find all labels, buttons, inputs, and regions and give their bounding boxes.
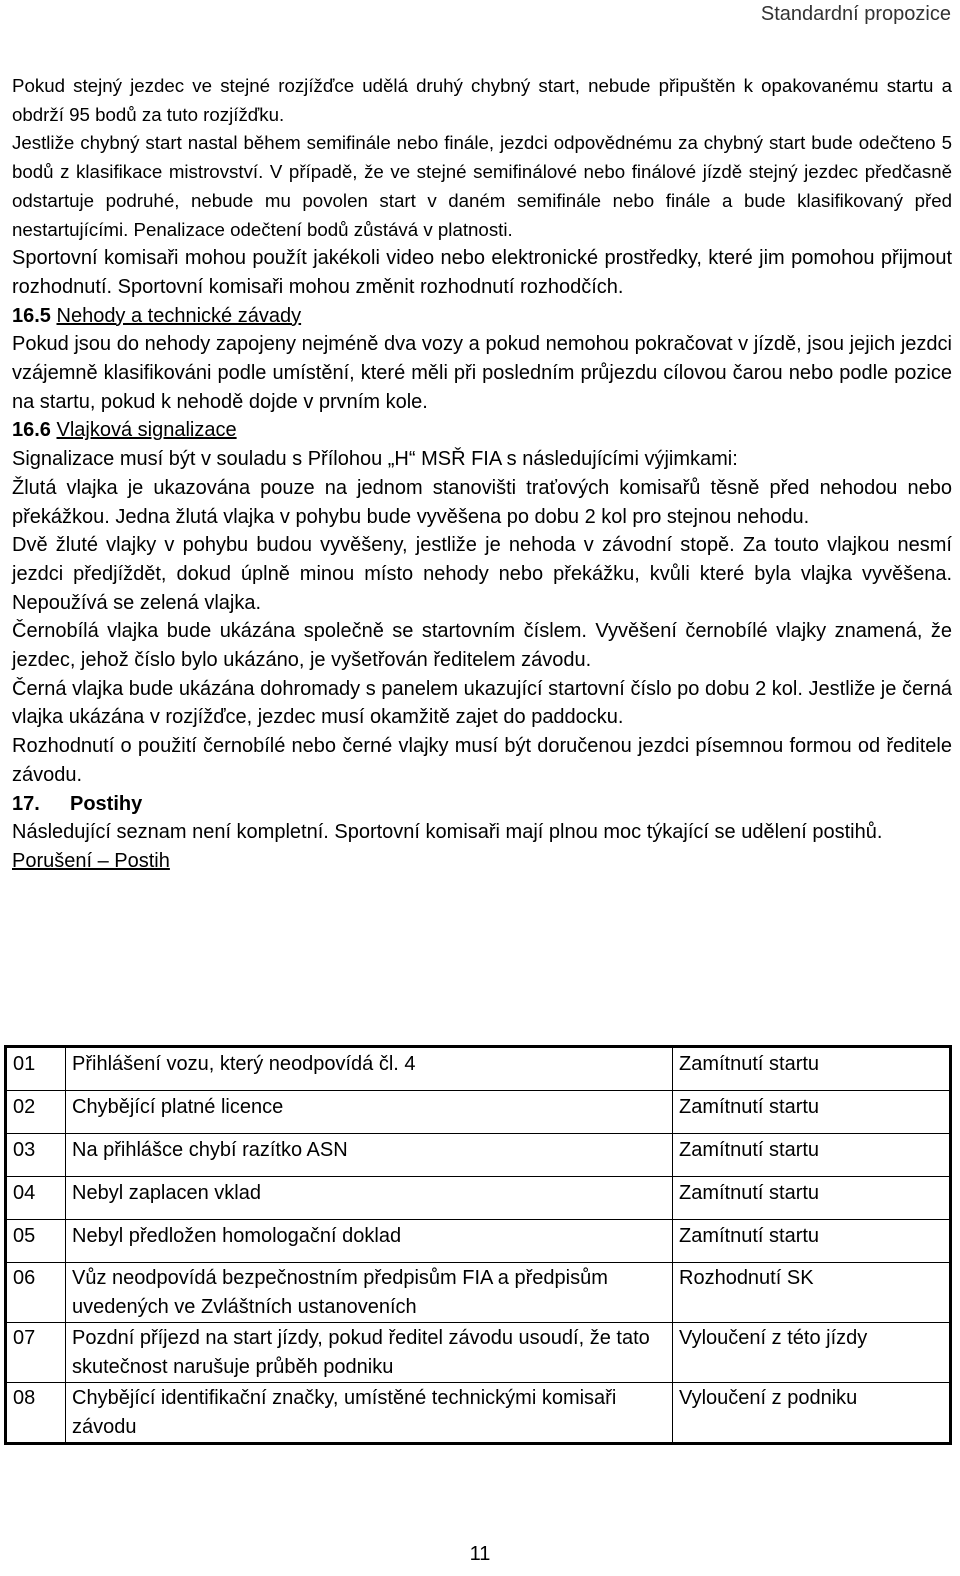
row-penalty: Vyloučení z této jízdy [673, 1323, 951, 1383]
row-violation: Na přihlášce chybí razítko ASN [66, 1134, 673, 1177]
section-title: Nehody a technické závady [56, 304, 302, 327]
row-violation: Chybějící identifikační značky, umístěné technickými komisaři závodu [66, 1383, 673, 1444]
paragraph: Černá vlajka bude ukázána dohromady s panelem ukazující startovní číslo po dobu 2 kol. Jestliže je černá vlajka ukázána v rozjížďce, jezdec musí okamžitě zajet do paddocku. [12, 677, 952, 729]
row-number: 05 [6, 1220, 66, 1263]
table-caption: Porušení – Postih [12, 849, 170, 872]
row-penalty: Zamítnutí startu [673, 1091, 951, 1134]
paragraph: Následující seznam není kompletní. Sportovní komisaři mají plnou moc týkající se udělení postihů. [12, 821, 883, 844]
row-number: 02 [6, 1091, 66, 1134]
row-violation: Pozdní příjezd na start jízdy, pokud ředitel závodu usoudí, že tato skutečnost narušuje průběh podniku [66, 1323, 673, 1383]
page-header: Standardní propozice [760, 3, 951, 25]
row-penalty: Zamítnutí startu [673, 1047, 951, 1091]
table-row [6, 1091, 951, 1134]
paragraph: Dvě žluté vlajky v pohybu budou vyvěšeny, jestliže je nehoda v závodní stopě. Za touto vlajkou nesmí jezdci předjíždět, dokud úplně minou místo nehody nebo překážku, kvůli které byla vlajka vyvěšena. Nepoužívá se zelená vlajka. [12, 534, 952, 614]
row-number: 08 [6, 1383, 66, 1444]
row-violation: Nebyl zaplacen vklad [66, 1177, 673, 1220]
document-body [12, 72, 952, 876]
table-row [6, 1323, 951, 1383]
paragraph: Pokud jsou do nehody zapojeny nejméně dva vozy a pokud nemohou pokračovat v jízdě, jsou jejich jezdci vzájemně klasifikováni podle umístění, které měli při posledním průjezdu cílovou čarou nebo podle pozice na startu, pokud k nehodě dojde v prvním kole. [12, 333, 952, 413]
paragraph: Rozhodnutí o použití černobílé nebo černé vlajky musí být doručenou jezdci písemnou formou od ředitele závodu. [12, 735, 952, 786]
section-number: 16.6 [12, 419, 51, 442]
row-number: 03 [6, 1134, 66, 1177]
table-row [6, 1263, 951, 1323]
table-row [6, 1383, 951, 1444]
section-title: Postihy [70, 792, 143, 815]
paragraph: Žlutá vlajka je ukazována pouze na jednom stanovišti traťových komisařů těsně před nehodou nebo překážkou. Jedna žlutá vlajka v pohybu bude vyvěšena po dobu 2 kol pro stejnou nehodu. [12, 476, 952, 528]
paragraph: Sportovní komisaři mohou použít jakékoli video nebo elektronické prostředky, které jim pomohou přijmout rozhodnutí. Sportovní komisaři mohou změnit rozhodnutí rozhodčích. [12, 247, 952, 298]
section-heading-17 [12, 790, 952, 819]
row-number: 06 [6, 1263, 66, 1323]
row-violation: Přihlášení vozu, který neodpovídá čl. 4 [66, 1047, 673, 1091]
row-penalty: Zamítnutí startu [673, 1220, 951, 1263]
section-number: 16.5 [12, 304, 51, 327]
row-penalty: Rozhodnutí SK [673, 1263, 951, 1323]
table-row [6, 1134, 951, 1177]
section-number: 17. [12, 792, 40, 815]
row-penalty: Zamítnutí startu [673, 1177, 951, 1220]
row-penalty: Zamítnutí startu [673, 1134, 951, 1177]
table-row [6, 1047, 951, 1091]
row-violation: Vůz neodpovídá bezpečnostním předpisům FIA a předpisům uvedených ve Zvláštních ustanoveních [66, 1263, 673, 1323]
row-violation: Chybějící platné licence [66, 1091, 673, 1134]
row-number: 01 [6, 1047, 66, 1091]
section-title: Vlajková signalizace [56, 419, 237, 442]
table-row [6, 1177, 951, 1220]
penalty-table [4, 1045, 952, 1445]
section-heading-16-6 [12, 416, 952, 445]
section-heading-16-5 [12, 302, 952, 331]
table-row [6, 1220, 951, 1263]
paragraph: Pokud stejný jezdec ve stejné rozjížďce udělá druhý chybný start, nebude připuštěn k opakovanému startu a obdrží 95 bodů za tuto rozjížďku. [12, 75, 952, 125]
row-violation: Nebyl předložen homologační doklad [66, 1220, 673, 1263]
page-number: 11 [469, 1543, 491, 1565]
row-number: 07 [6, 1323, 66, 1383]
paragraph: Jestliže chybný start nastal během semifinále nebo finále, jezdci odpovědnému za chybný start bude odečteno 5 bodů z klasifikace mistrovství. V případě, že ve stejné semifinálové nebo finálové jízdě stejný jezdec předčasně odstartuje podruhé, nebude mu povolen start v daném semifinále nebo finále a bude klasifikovaný před nestartujícími. Penalizace odečtení bodů zůstává v platnosti. [12, 132, 952, 240]
paragraph: Signalizace musí být v souladu s Přílohou „H“ MSŘ FIA s následujícími výjimkami: [12, 448, 738, 471]
row-number: 04 [6, 1177, 66, 1220]
paragraph: Černobílá vlajka bude ukázána společně se startovním číslem. Vyvěšení černobílé vlajky znamená, že jezdec, jehož číslo bylo ukázáno, je vyšetřován ředitelem závodu. [12, 620, 952, 672]
row-penalty: Vyloučení z podniku [673, 1383, 951, 1444]
